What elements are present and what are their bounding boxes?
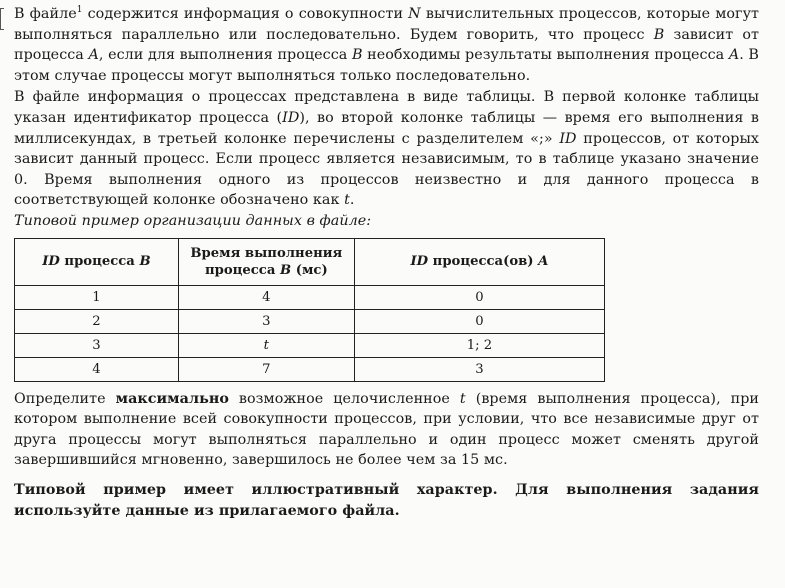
- header-process-b-id: ID процесса B: [15, 238, 179, 285]
- cell-deps: 0: [354, 309, 604, 333]
- table-row: [15, 285, 605, 309]
- intro-paragraph-1: В файле$^1$ содержится информация о совокупности N вычислительных процессов, которые могут выполняться параллельно или последовательно. Будем говорить, что процесс B зависит от процесса A, если для выполнения процесса B необходимы результаты выполнения процесса A. В этом случае процессы могут выполняться только последовательно.: [14, 5, 759, 84]
- table-row: [15, 357, 605, 381]
- task-page: [14, 4, 759, 521]
- cell-deps: 1; 2: [354, 333, 604, 357]
- cell-deps: 0: [354, 285, 604, 309]
- table-row: [15, 309, 605, 333]
- table-header-row: [15, 238, 605, 285]
- footnote-mark: 1: [76, 5, 83, 16]
- cell-id: 3: [15, 333, 179, 357]
- header-process-a-ids: ID процесса(ов) A: [354, 238, 604, 285]
- intro-paragraph-2: В файле информация о процессах представлена в виде таблицы. В первой колонке таблицы указан идентификатор процесса (ID), во второй колонке таблицы — время его выполнения в миллисекундах, в третьей колонке перечислены с разделителем «;» ID процессов, от которых зависит данный процесс. Если процесс является независимым, то в таблице указано значение 0. Время выполнения одного из процессов неизвестно и для данного процесса в соответствующей колонке обозначено как t.: [14, 89, 759, 209]
- cell-time: 3: [178, 309, 354, 333]
- cell-time: 7: [178, 357, 354, 381]
- cell-id: 1: [15, 285, 179, 309]
- cell-time: 4: [178, 285, 354, 309]
- example-caption: Типовой пример организации данных в файле:: [14, 212, 372, 229]
- cell-deps: 3: [354, 357, 604, 381]
- margin-bracket: [0, 8, 4, 30]
- cell-id: 4: [15, 357, 179, 381]
- task-paragraph: Определите максимально возможное целочисленное t (время выполнения процесса), при котором выполнение всей совокупности процессов, при условии, что все независимые друг от друга процессы могут выполняться параллельно и один процесс может сменять другой завершившийся мгновенно, завершилось не более чем за 15 мс.: [14, 390, 759, 469]
- cell-id: 2: [15, 309, 179, 333]
- header-execution-time: Время выполнения процесса B (мс): [178, 238, 354, 285]
- table-row: [15, 333, 605, 357]
- note-paragraph: Типовой пример имеет иллюстративный характер. Для выполнения задания используйте данные из прилагаемого файла.: [14, 481, 759, 519]
- process-table: [14, 238, 605, 382]
- cell-time: t: [178, 333, 354, 357]
